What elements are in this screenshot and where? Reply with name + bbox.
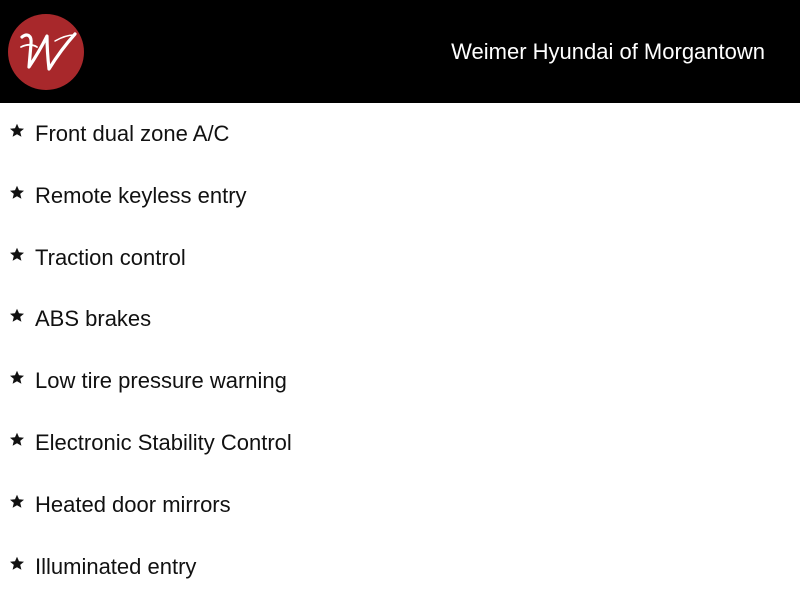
feature-list <box>0 103 800 597</box>
dealer-name: Weimer Hyundai of Morgantown <box>451 39 765 64</box>
feature-label: Heated door mirrors <box>35 491 231 517</box>
star-icon <box>9 556 25 572</box>
star-icon <box>9 247 25 263</box>
feature-list-item <box>0 288 800 350</box>
feature-list-item <box>0 412 800 474</box>
star-icon <box>9 494 25 510</box>
feature-label: ABS brakes <box>35 306 152 332</box>
feature-list-item <box>0 536 800 598</box>
feature-list-item <box>0 474 800 536</box>
feature-label: Low tire pressure warning <box>35 368 287 394</box>
dealer-header <box>0 0 800 103</box>
star-icon <box>9 185 25 201</box>
feature-list-item <box>0 350 800 412</box>
feature-list-item <box>0 103 800 165</box>
star-icon <box>9 123 25 139</box>
weimer-w-logo-icon <box>7 13 85 91</box>
feature-label: Remote keyless entry <box>35 182 247 208</box>
feature-label: Electronic Stability Control <box>35 429 292 455</box>
feature-label: Illuminated entry <box>35 553 197 579</box>
star-icon <box>9 432 25 448</box>
feature-label: Front dual zone A/C <box>35 121 230 146</box>
star-icon <box>9 308 25 324</box>
feature-list-item <box>0 165 800 227</box>
feature-list-item <box>0 227 800 289</box>
star-icon <box>9 370 25 386</box>
feature-label: Traction control <box>35 244 186 270</box>
